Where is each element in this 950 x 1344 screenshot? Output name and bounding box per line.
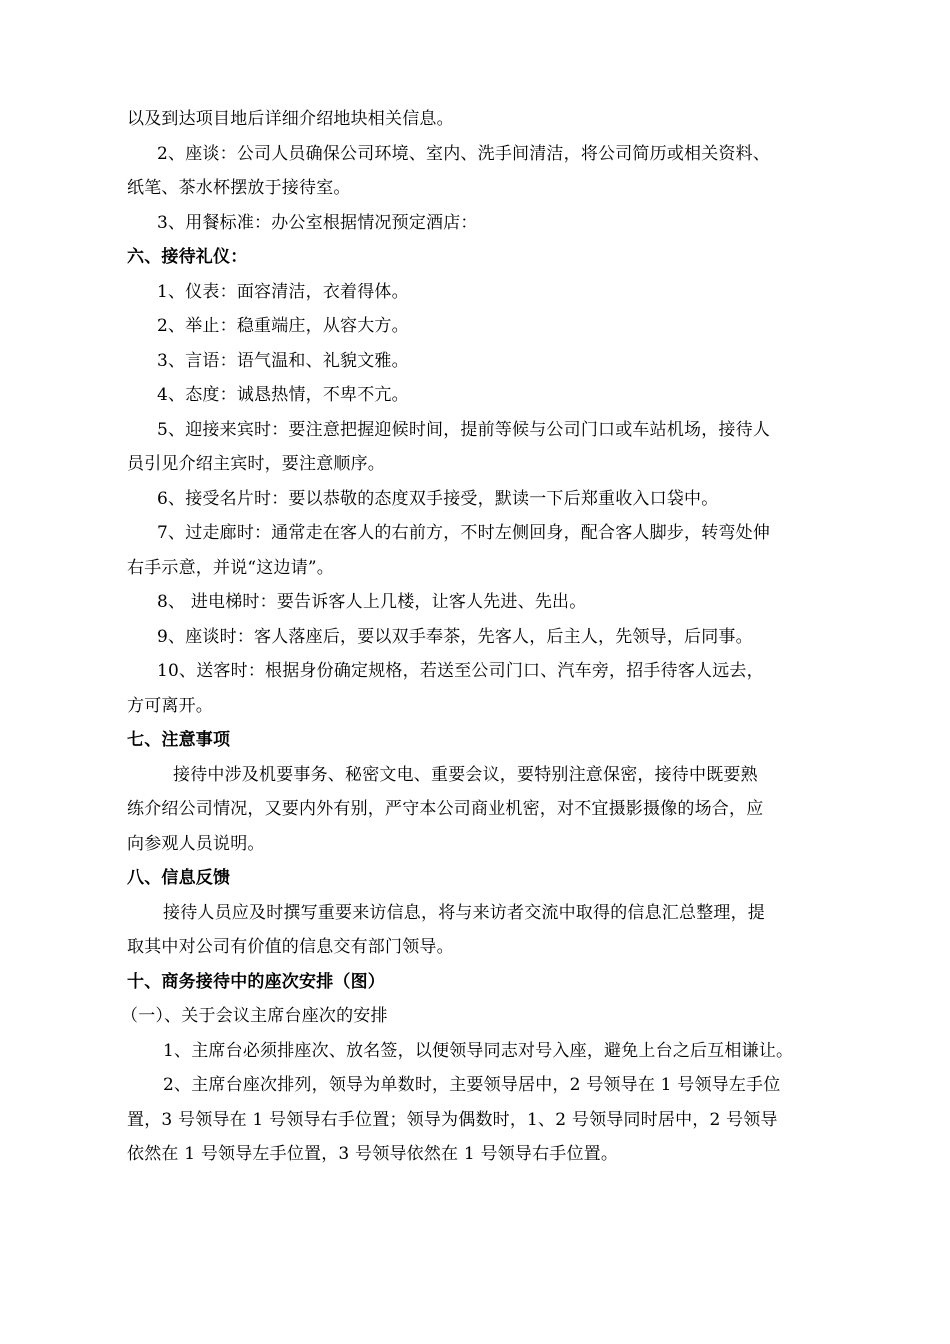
paragraph-line: 依然在 1 号领导左手位置，3 号领导依然在 1 号领导右手位置。 [127,1144,619,1164]
section-heading: 七、注意事项 [127,730,231,750]
document-body [121,102,839,1172]
paragraph-line: 1、仪表：面容清洁，衣着得体。 [157,281,409,302]
paragraph-line: 接待人员应及时撰写重要来访信息，将与来访者交流中取得的信息汇总整理，提 [163,902,765,923]
paragraph-line: 3、用餐标准：办公室根据情况预定酒店： [157,212,478,233]
section-heading: 十、商务接待中的座次安排（图） [127,971,385,992]
paragraph-line: 员引见介绍主宾时，要注意顺序。 [127,454,385,474]
subsection-heading: （一）、关于会议主席台座次的安排 [121,1006,388,1026]
paragraph-line: 右手示意，并说“这边请”。 [127,557,334,578]
section-heading: 六、接待礼仪： [127,247,248,267]
paragraph-line: 方可离开。 [127,695,213,716]
paragraph-line: 2、主席台座次排列，领导为单数时，主要领导居中，2 号领导在 1 号领导左手位 [163,1075,781,1095]
paragraph-line: 置，3 号领导在 1 号领导右手位置；领导为偶数时，1、2 号领导同时居中，2 号领导 [127,1109,778,1130]
section-heading: 八、信息反馈 [127,868,231,888]
paragraph-line: 2、举止：稳重端庄，从容大方。 [157,316,409,336]
paragraph-line: 以及到达项目地后详细介绍地块相关信息。 [127,109,454,129]
paragraph-line: 10、送客时：根据身份确定规格，若送至公司门口、汽车旁，招手待客人远去， [157,661,764,681]
paragraph-line: 4、态度：诚恳热情，不卑不亢。 [157,385,409,405]
paragraph-line: 向参观人员说明。 [127,833,265,854]
paragraph-line: 5、迎接来宾时：要注意把握迎候时间，提前等候与公司门口或车站机场，接待人 [157,419,771,440]
paragraph-line: 6、接受名片时：要以恭敬的态度双手接受，默读一下后郑重收入口袋中。 [157,488,719,509]
paragraph-line: 8、 进电梯时：要告诉客人上几楼，让客人先进、先出。 [157,592,587,612]
paragraph-line: 1、主席台必须排座次、放名签，以便领导同志对号入座，避免上台之后互相谦让。 [163,1040,794,1061]
paragraph-line: 练介绍公司情况，又要内外有别，严守本公司商业机密，对不宜摄影摄像的场合，应 [127,799,764,819]
paragraph-line: 3、言语：语气温和、礼貌文雅。 [157,350,409,371]
paragraph-line: 接待中涉及机要事务、秘密文电、重要会议，要特别注意保密，接待中既要熟 [173,764,758,785]
paragraph-line: 7、过走廊时：通常走在客人的右前方，不时左侧回身，配合客人脚步，转弯处伸 [157,523,771,543]
paragraph-line: 取其中对公司有价值的信息交有部门领导。 [127,937,454,957]
paragraph-line: 9、座谈时：客人落座后，要以双手奉茶，先客人，后主人，先领导，后同事。 [157,626,753,647]
paragraph-line: 纸笔、茶水杯摆放于接待室。 [127,178,351,198]
paragraph-line: 2、座谈：公司人员确保公司环境、室内、洗手间清洁，将公司简历或相关资料、 [157,143,771,164]
